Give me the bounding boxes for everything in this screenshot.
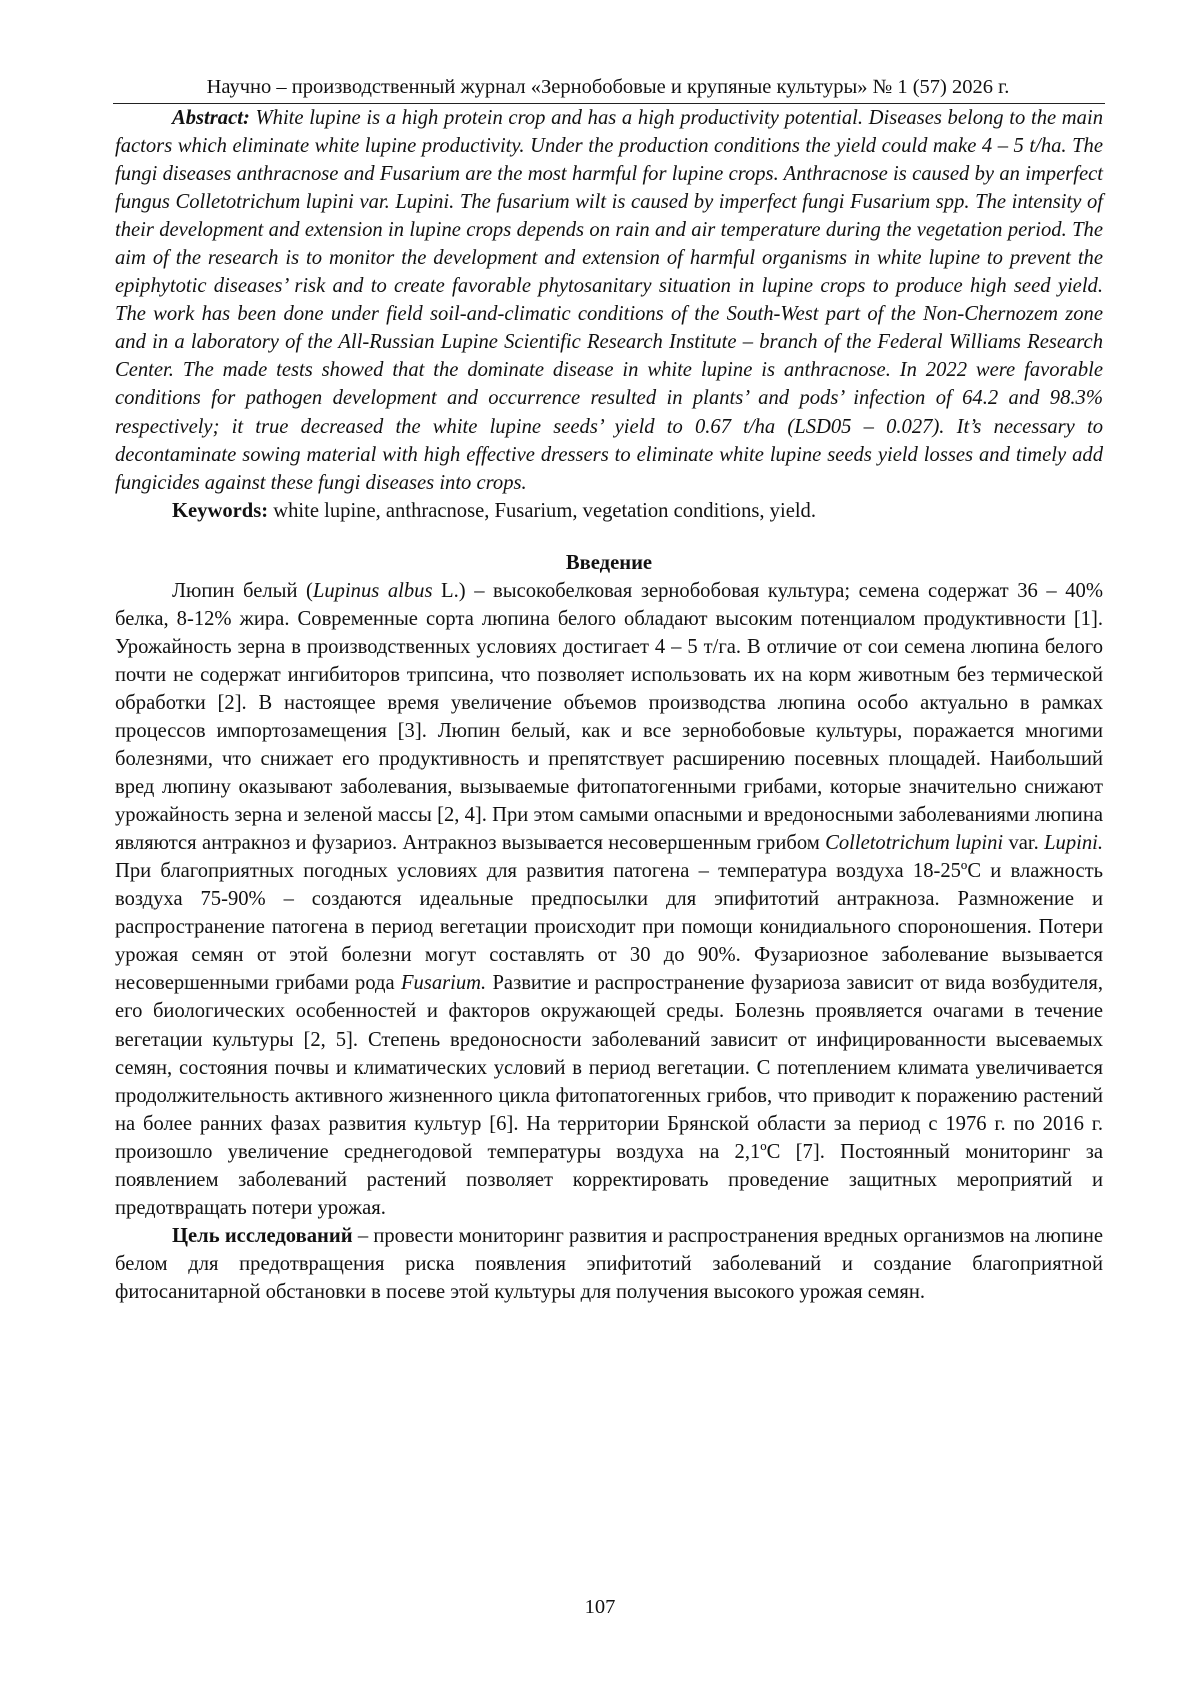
intro-text-5: Развитие и распространение фузариоза зависит от вида возбудителя, его биологических особенностей и факторов окружающей среды. Болезнь проявляется очагами в течение вегетации культуры [2, 5]. Степень вредоносности заболеваний зависит от инфицированности высеваемых семян, состояния почвы и климатических условий в период вегетации. С потеплением климата увеличивается продолжительность активного жизненного цикла фитопатогенных грибов, что приводит к поражению растений на более ранних фазах развития культур [6]. На территории Брянской области за период с 1976 г. по 2016 г. произошло увеличение среднегодовой температуры воздуха на 2,1ºС [7]. Постоянный мониторинг за появлением заболеваний растений позволяет корректировать проведение защитных мероприятий и предотвращать потери урожая. bbox=[115, 972, 1103, 1219]
research-aim-text: – провести мониторинг развития и распространения вредных организмов на люпине белом для предотвращения риска появления эпифитотий заболеваний и создание благоприятной фитосанитарной обстановки в посеве этой культуры для получения высокого урожая семян. bbox=[115, 1224, 1103, 1303]
intro-text-2: L.) – высокобелковая зернобобовая культура; семена содержат 36 – 40% белка, 8-12% жира. Современные сорта люпина белого обладают высоким потенциалом продуктивности [1]. Урожайность зерна в производственных условиях достигает 4 – 5 т/га. В отличие от сои семена люпина белого почти не содержат ингибиторов трипсина, что позволяет использовать их на корм животным без термической обработки [2]. В настоящее время увеличение объемов производства люпина особо актуально в рамках процессов импортозамещения [3]. Люпин белый, как и все зернобобовые культуры, поражается многими болезнями, что снижает его продуктивность и препятствует расширению посевных площадей. Наибольший вред люпину оказывают заболевания, вызываемые фитопатогенными грибами, которые значительно снижают урожайность зерна и зеленой массы [2, 4]. При этом самыми опасными и вредоносными заболеваниями люпина являются антракноз и фузариоз. Антракноз вызывается несовершенным грибом bbox=[115, 579, 1103, 855]
keywords-label: Keywords: bbox=[172, 499, 269, 522]
latin-fungus-name: Colletotrichum lupini bbox=[825, 832, 1004, 855]
keywords-text: white lupine, anthracnose, Fusarium, vegetation conditions, yield. bbox=[268, 499, 817, 522]
section-heading-introduction: Введение bbox=[565, 551, 653, 574]
intro-text-3: var. bbox=[1003, 832, 1045, 855]
running-header: Научно – производственный журнал «Зернобобовые и крупяные культуры» № 1 (57) 2026 г. bbox=[206, 76, 1010, 98]
intro-text-1: Люпин белый ( bbox=[172, 579, 313, 602]
keywords-paragraph bbox=[115, 497, 1103, 525]
page-number: 107 bbox=[584, 1596, 616, 1618]
abstract-text: White lupine is a high protein crop and has a high productivity potential. Diseases belong to the main factors which eliminate white lupine productivity. Under the production conditions the yield could make 4 – 5 t/ha. The fungi diseases anthracnose and Fusarium are the most harmful for lupine crops. Anthracnose is caused by an imperfect fungus Colletotrichum lupini var. Lupini. The fusarium wilt is caused by imperfect fungi Fusarium spp. The intensity of their development and extension in lupine crops depends on rain and air temperature during the vegetation period. The aim of the research is to monitor the development and extension of harmful organisms in white lupine to prevent the epiphytotic diseases’ risk and to create favorable phytosanitary situation in lupine crops to produce high seed yield. The work has been done under field soil-and-climatic conditions of the South-West part of the Non-Chernozem zone and in a laboratory of the All-Russian Lupine Scientific Research Institute – branch of the Federal Williams Research Center. The made tests showed that the dominate disease in white lupine is anthracnose. In 2022 were favorable conditions for pathogen development and occurrence resulted in plants’ and pods’ infection of 64.2 and 98.3% respectively; it true decreased the white lupine seeds’ yield to 0.67 t/ha (LSD05 – 0.027). It’s necessary to decontaminate sowing material with high effective dressers to eliminate white lupine seeds yield losses and timely add fungicides against these fungi diseases into crops. bbox=[115, 107, 1103, 494]
abstract-paragraph bbox=[115, 104, 1103, 497]
abstract-label: Abstract: bbox=[172, 107, 250, 129]
latin-genus-fusarium: Fusarium. bbox=[400, 972, 487, 995]
intro-text-4: При благоприятных погодных условиях для развития патогена – температура воздуха 18-25ºС и влажность воздуха 75-90% – создаются идеальные предпосылки для эпифитотий антракноза. Размножение и распространение патогена в период вегетации происходит при помощи конидиального спороношения. Потери урожая семян от этой болезни могут составлять от 30 до 90%. Фузариозное заболевание вызывается несовершенными грибами рода bbox=[115, 860, 1103, 995]
introduction-paragraph bbox=[115, 577, 1103, 1222]
latin-variety-name: Lupini. bbox=[1044, 832, 1103, 855]
latin-species-name: Lupinus albus bbox=[312, 579, 433, 602]
article-body bbox=[115, 104, 1103, 1306]
research-aim-label: Цель исследований bbox=[172, 1224, 353, 1247]
research-aim-paragraph bbox=[115, 1222, 1103, 1306]
